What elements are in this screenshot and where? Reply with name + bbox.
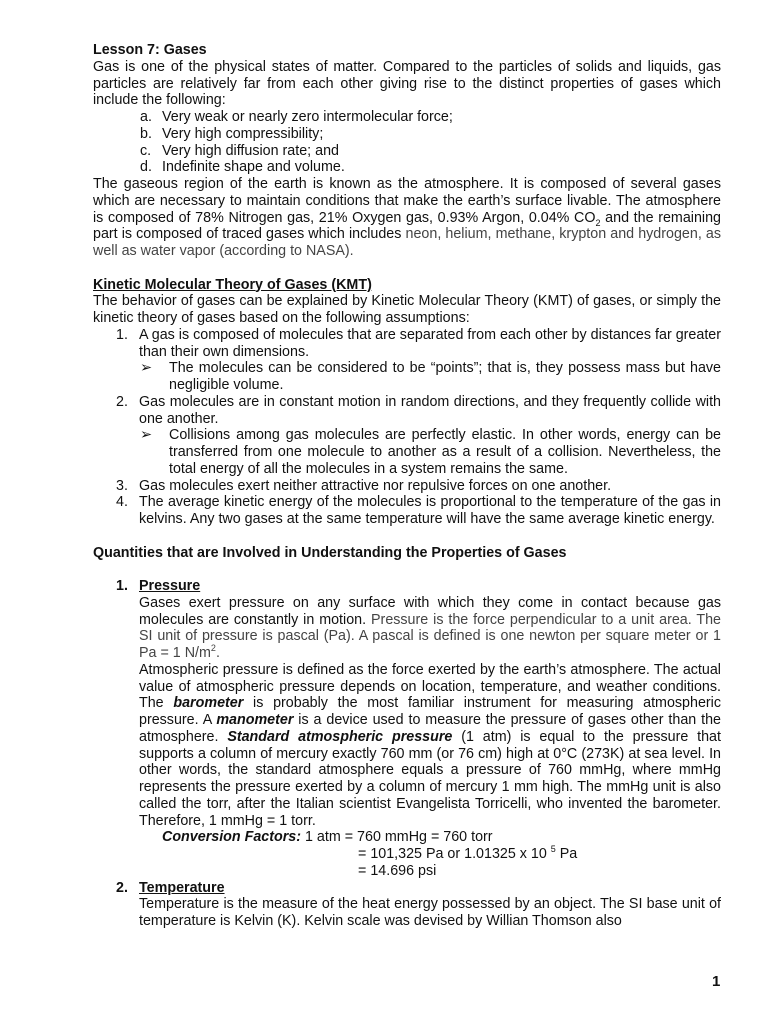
list-text: Gas molecules are in constant motion in random directions, and they frequently collide with one another. (139, 393, 721, 427)
atmosphere-gases-text: neon, helium, methane, krypton and hydrogen, as well as water vapor (according to NASA). (93, 226, 721, 259)
section-temperature (93, 880, 721, 897)
bullet-text: Collisions among gas molecules are perfectly elastic. In other words, energy can be transferred from one molecule to another as a result of a collision. Nevertheless, the total energy of all the molecules in a system remains the same. (169, 427, 721, 477)
pressure-text: is a device used to measure the pressure of gases other than the atmosphere. (139, 712, 722, 745)
pressure-text: (1 atm) is equal to the pressure that supports a column of mercury exactly 760 mm (or 76 cm) high at 0°C (273K) at sea level. In other words, the standard atmosphere equals a pressure of 760 mmHg, where mmHg represents the pressure exerted by a column of mercury 1 mm high. The mmHg unit is also called the torr, after the Italian scientist Evangelista Torricelli, who invented the barometer. Therefore, 1 mmHg = 1 torr. (139, 728, 721, 829)
list-text: The average kinetic energy of the molecules is proportional to the temperature of the gas in kelvins. Any two gases at the same temperature will have the same average kinetic energy. (139, 494, 721, 527)
document-page (93, 42, 721, 930)
lesson-intro: Gas is one of the physical states of matter. Compared to the particles of solids and liquids, gas particles are relatively far from each other giving rise to the distinct properties of gases which include the following: (93, 58, 721, 109)
conversion-factors-line-1 (93, 829, 721, 846)
list-label: 4. (116, 494, 128, 511)
term-barometer: barometer (173, 695, 244, 712)
list-item (93, 159, 721, 176)
superscript: 5 (550, 844, 556, 855)
term-manometer: manometer (216, 712, 294, 728)
arrow-bullet-icon: ➢ (140, 427, 152, 444)
pressure-paragraph-2 (93, 662, 721, 830)
list-text: Very weak or nearly zero intermolecular force; (162, 109, 453, 125)
section-number: 1. (116, 578, 128, 594)
list-text: A gas is composed of molecules that are separated from each other by distances far greater than their own dimensions. (139, 326, 721, 360)
list-text: Very high compressibility; (162, 125, 324, 142)
pressure-text: is probably the most familiar instrument for measuring atmospheric pressure. A (139, 695, 722, 728)
list-text: Gas molecules exert neither attractive nor repulsive forces on one another. (139, 477, 612, 494)
list-item (93, 478, 721, 495)
conversion-value: 1 atm = 760 mmHg = 760 torr (301, 829, 493, 846)
list-label: 2. (116, 393, 128, 410)
lesson-title: Lesson 7: Gases (93, 42, 207, 58)
list-label: 3. (116, 477, 128, 494)
list-label: b. (140, 125, 152, 142)
term-standard-atmospheric-pressure: Standard atmospheric pressure (227, 728, 453, 745)
list-label: a. (140, 109, 152, 125)
conversion-value: = 14.696 psi (358, 862, 437, 879)
conversion-factors-label: Conversion Factors: (162, 829, 302, 846)
quantities-heading: Quantities that are Involved in Understanding the Properties of Gases (93, 544, 567, 561)
conversion-value: = 101,325 Pa or 1.01325 x 10 (358, 846, 551, 862)
section-number: 2. (116, 879, 128, 896)
page-number: 1 (712, 973, 721, 990)
list-text: Very high diffusion rate; and (162, 142, 339, 159)
list-label: 1. (116, 326, 128, 343)
atmosphere-text: and the remaining part is composed of traced gases which includes (93, 209, 721, 243)
list-label: d. (140, 159, 152, 176)
superscript: 2 (210, 643, 216, 654)
list-item (93, 394, 721, 428)
pressure-definition: . (215, 645, 220, 661)
conversion-factors-line-3 (93, 863, 721, 880)
temperature-heading: Temperature (139, 879, 225, 896)
temperature-paragraph: Temperature is the measure of the heat energy possessed by an object. The SI base unit of temperature is Kelvin (K). Kelvin scale was devised by Willian Thomson also (139, 896, 721, 929)
list-item (93, 143, 721, 160)
pressure-paragraph-1 (93, 595, 721, 662)
list-item (93, 109, 721, 126)
list-item (93, 126, 721, 143)
bullet-text: The molecules can be considered to be “points”; that is, they possess mass but have negligible volume. (169, 360, 721, 393)
list-item (93, 327, 721, 361)
atmosphere-text: The gaseous region of the earth is known as the atmosphere. It is composed of several gases which are necessary to maintain conditions that make the earth’s surface livable. The atmosphere is composed of 78% Nitrogen gas, 21% Oxygen gas, 0.93% Argon, 0.04% CO (93, 176, 721, 226)
co2-subscript: 2 (595, 217, 601, 228)
arrow-bullet-icon: ➢ (140, 360, 152, 377)
pressure-heading: Pressure (139, 578, 201, 594)
bullet-item (93, 360, 721, 394)
kmt-heading: Kinetic Molecular Theory of Gases (KMT) (93, 276, 372, 293)
kmt-intro: The behavior of gases can be explained by Kinetic Molecular Theory (KMT) of gases, or simply the kinetic theory of gases based on the following assumptions: (93, 293, 721, 326)
bullet-item (93, 427, 721, 477)
atmosphere-paragraph (93, 176, 721, 260)
conversion-factors-line-2 (93, 846, 721, 863)
pressure-text: Atmospheric pressure is defined as the force exerted by the earth’s atmosphere. The actual value of atmospheric pressure depends on location, temperature, and weather conditions. The (139, 661, 721, 712)
conversion-value: Pa (555, 846, 578, 862)
list-label: c. (140, 142, 152, 159)
pressure-text: Gases exert pressure on any surface with which they come in contact because gas molecules are constantly in motion. (139, 594, 721, 628)
list-text: Indefinite shape and volume. (162, 159, 345, 176)
pressure-definition: Pressure is the force perpendicular to a unit area. The SI unit of pressure is pascal (Pa). A pascal is defined is one newton per square meter or 1 Pa = 1 N/m (139, 611, 721, 661)
section-pressure (93, 578, 721, 595)
list-item (93, 494, 721, 528)
